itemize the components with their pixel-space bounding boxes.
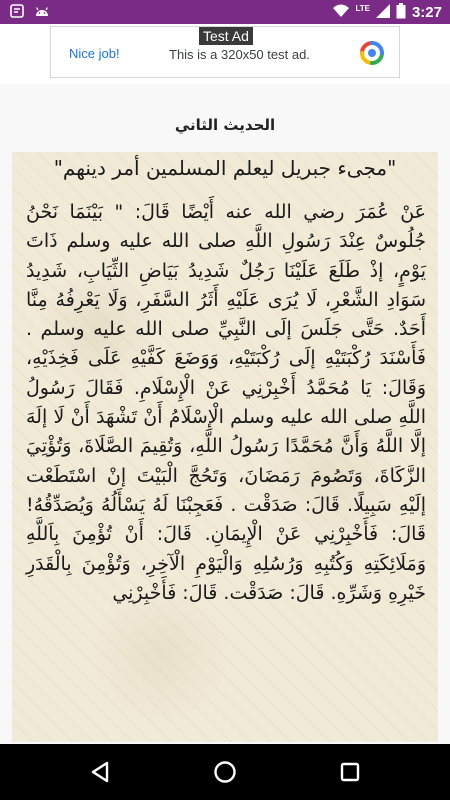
clock: 3:27 (411, 3, 442, 21)
signal-icon (376, 4, 390, 21)
home-circle-icon[interactable] (211, 758, 239, 786)
hadith-heading: "مجىء جبريل ليعلم المسلمين أمر دينهم" (53, 156, 397, 180)
android-icon (34, 4, 50, 21)
recents-square-icon[interactable] (336, 758, 364, 786)
notification-icon (10, 4, 24, 21)
status-bar (0, 0, 450, 24)
wifi-icon (333, 4, 349, 21)
navigation-bar (0, 744, 450, 800)
network-type: LTE (355, 3, 370, 13)
content-area (0, 84, 450, 742)
battery-icon (396, 3, 406, 22)
ad-label: Test Ad (199, 27, 253, 45)
ad-banner[interactable] (50, 26, 400, 78)
ad-cta[interactable]: Nice job! (69, 46, 120, 61)
page-title: الحديث الثاني (174, 116, 276, 134)
hadith-text: عَنْ عُمَرَ رضي الله عنه أَيْضًا قَالَ: " بَيْنَمَا نَحْنُ جُلُوسٌ عِنْدَ رَسُولِ اللَّهِ صلى الله عليه وسلم ذَاتَ يَوْمٍ، إذْ طَلَعَ عَلَيْنَا رَجُلٌ شَدِيدُ بَيَاضِ الثِّيَابِ، شَدِيدُ سَوَادِ الشَّعْرِ، لَا يُرَى عَلَيْهِ أَثَرُ السَّفَرِ، وَلَا يَعْرِفُهُ مِنَّا أَحَدٌ. حَتَّى جَلَسَ إلَى النَّبِيِّ صلى الله عليه وسلم . فَأَسْنَدَ رُكْبَتَيْهِ إلَى رُكْبَتَيْهِ، وَوَضَعَ كَفَّيْهِ عَلَى فَخِذَيْهِ، وَقَالَ: يَا مُحَمَّدُ أَخْبِرْنِي عَنْ الْإِسْلَامِ. فَقَالَ رَسُولُ اللَّهِ صلى الله عليه وسلم الْإِسْلَامُ أَنْ تَشْهَدَ أَنْ لَا إلَهَ إلَّا اللَّهُ وَأَنَّ مُحَمَّدًا رَسُولُ اللَّهِ، وَتُقِيمَ الصَّلَاةَ، وَتُؤْتِيَ الزَّكَاةَ، وَتَصُومَ رَمَضَانَ، وَتَحُجَّ الْبَيْتَ إنْ اسْتَطَعْت إلَيْهِ سَبِيلًا. قَالَ: صَدَقْت . فَعَجِبْنَا لَهُ يَسْأَلُهُ وَيُصَدِّقُهُ! قَالَ: فَأَخْبِرْنِي عَنْ الْإِيمَانِ. قَالَ: أَنْ تُؤْمِنَ بِاَللَّهِ وَمَلَائِكَتِهِ وَكُتُبِهِ وَرُسُلِهِ وَالْيَوْمِ الْآخِرِ، وَتُؤْمِنَ بِالْقَدَرِ خَيْرِهِ وَشَرِّهِ. قَالَ: صَدَقْت. قَالَ: فَأَخْبِرْنِي (26, 201, 426, 604)
admob-logo-icon (359, 40, 385, 66)
hadith-card[interactable] (12, 152, 438, 742)
ad-text: This is a 320x50 test ad. (169, 47, 310, 62)
back-triangle-icon[interactable] (86, 758, 114, 786)
